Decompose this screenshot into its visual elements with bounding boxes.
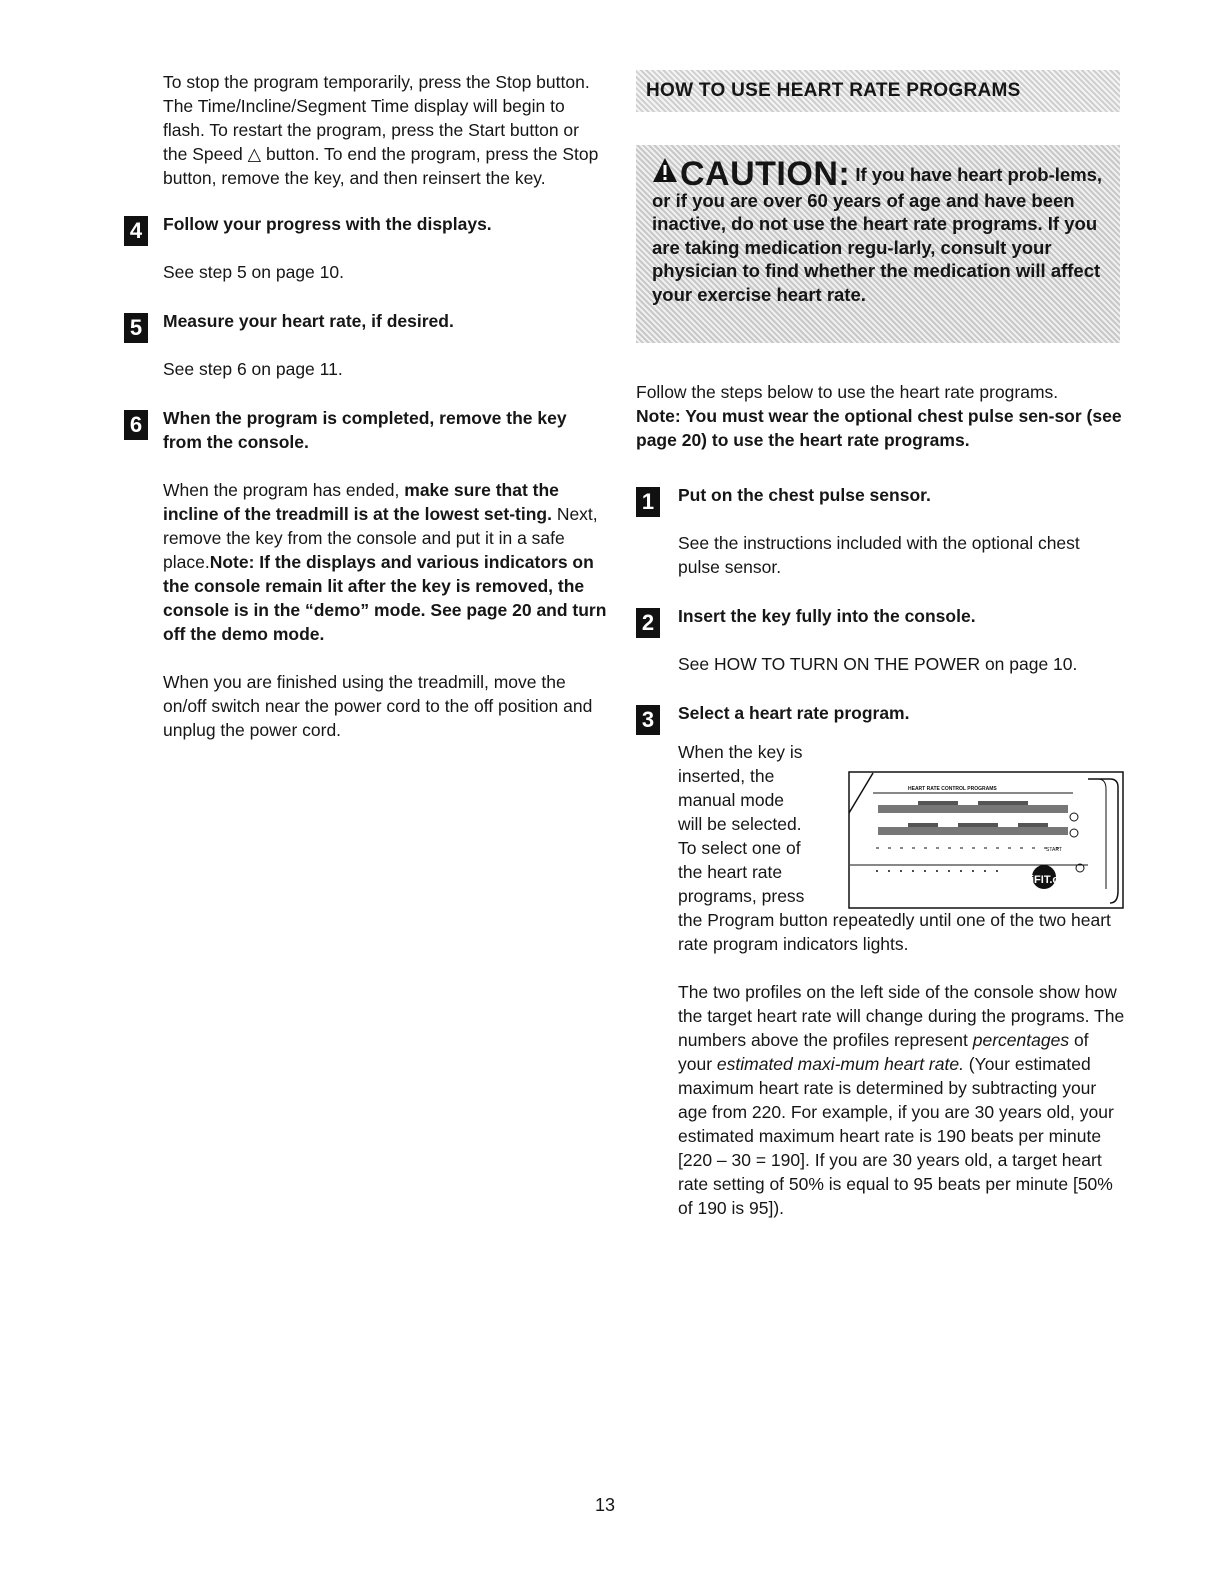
page-number: 13 [594,1495,616,1515]
step-3-explanation [678,980,1126,1220]
step-5 [129,309,608,381]
console-start-label: START [1046,847,1062,853]
step-5-number: 5 [124,313,148,343]
step-2-title: Insert the key fully into the console. [678,606,976,626]
step-4-title: Follow your progress with the displays. [163,214,492,234]
wrap-line: To select one of [678,838,801,858]
step-6-text-b: make sure that the incline of the treadmill is at the lowest set-ting. [163,480,559,524]
step-1 [636,483,1126,579]
caution-word: CAUTION: [680,155,851,193]
wrap-line: the heart rate [678,862,783,882]
caution-box [636,145,1120,343]
wrap-line: will be selected. [678,814,802,834]
console-header-text: HEART RATE CONTROL PROGRAMS [908,786,997,792]
wrap-line: programs, press [678,886,805,906]
section-title: HOW TO USE HEART RATE PROGRAMS [636,70,1120,112]
step-5-body: See step 6 on page 11. [163,359,343,379]
left-column [129,70,608,742]
ifit-logo-text: iFIT.com [1031,874,1076,886]
indicator-light [1070,829,1078,837]
step-1-body: See the instructions included with the optional chest pulse sensor. [678,533,1080,577]
step-6-title: When the program is completed, remove the key from the console. [163,408,567,452]
console-illustration [848,771,1124,909]
explanation-em-1: percentages [972,1030,1070,1050]
wrap-line: When the key is [678,742,803,762]
step-1-title: Put on the chest pulse sensor. [678,485,931,505]
explanation-a: The two profiles on the left side of the console show how the target heart rate will change during the programs. The numbers above the profiles represent [678,982,1125,1050]
step-6-note: Note: If the displays and various indicators on the console remain lit after the key is removed, the console is in the “demo” mode. See page 20 and turn off the demo mode. [163,552,607,644]
warning-triangle-icon [652,157,678,189]
step-6 [129,406,608,742]
step-3-title: Select a heart rate program. [678,703,910,723]
step-6-power-paragraph: When you are finished using the treadmill, move the on/off switch near the power cord to the off position and unplug the power cord. [163,672,593,740]
step-6-number: 6 [124,410,148,440]
caution-paragraph [652,157,1106,306]
step-2-number: 2 [636,608,660,638]
step-3-number: 3 [636,705,660,735]
step-1-number: 1 [636,487,660,517]
explanation-b: of your [678,1030,1089,1074]
step-2 [636,604,1126,676]
step-4-number: 4 [124,216,148,246]
wrap-line: manual mode [678,790,785,810]
step-4 [129,212,608,284]
indicator-light [1070,813,1078,821]
step-6-text-c: Next, remove the key from the console and put it in a safe place. [163,504,598,572]
profile-graph-1 [878,801,1068,813]
step-4-body: See step 5 on page 10. [163,262,344,282]
explanation-em-2: estimated maxi-mum heart rate. [716,1054,964,1074]
explanation-c: (Your estimated maximum heart rate is determined by subtracting your age from 220. For example, if you are 30 years old, your estimated maximum heart rate is 190 beats per minute [220 – 30 = 190]. If you are 30 years old, a target heart rate setting of 50% is equal to 95 beats per minute [50% of 190 is 95]). [678,1054,1114,1218]
intro-paragraph: Follow the steps below to use the heart rate programs. [636,382,1059,402]
sensor-note: Note: You must wear the optional chest pulse sen-sor (see page 20) to use the heart rate programs. [636,406,1122,450]
step-3-body: the Program button repeatedly until one of the two heart rate program indicators lights. [678,910,1111,954]
caution-text: If you have heart prob-lems, or if you are over 60 years of age and have been inactive, do not use the heart rate programs. If you are taking medication regu-larly, consult your physician to find whether the medication will affect your exercise heart rate. [652,164,1103,305]
step-6-text-a: When the program has ended, [163,480,405,500]
step-6-paragraph [163,478,608,646]
step-5-title: Measure your heart rate, if desired. [163,311,454,331]
stop-program-paragraph: To stop the program temporarily, press the Stop button. The Time/Incline/Segment Time display will begin to flash. To restart the program, press the Start button or the Speed △ button. To end the program, press the Stop button, remove the key, and then reinsert the key. [163,72,599,188]
profile-graph-2 [878,823,1068,835]
step-2-body: See HOW TO TURN ON THE POWER on page 10. [678,654,1078,674]
wrap-line: inserted, the [678,766,775,786]
step-3-wrap-text [678,740,858,908]
